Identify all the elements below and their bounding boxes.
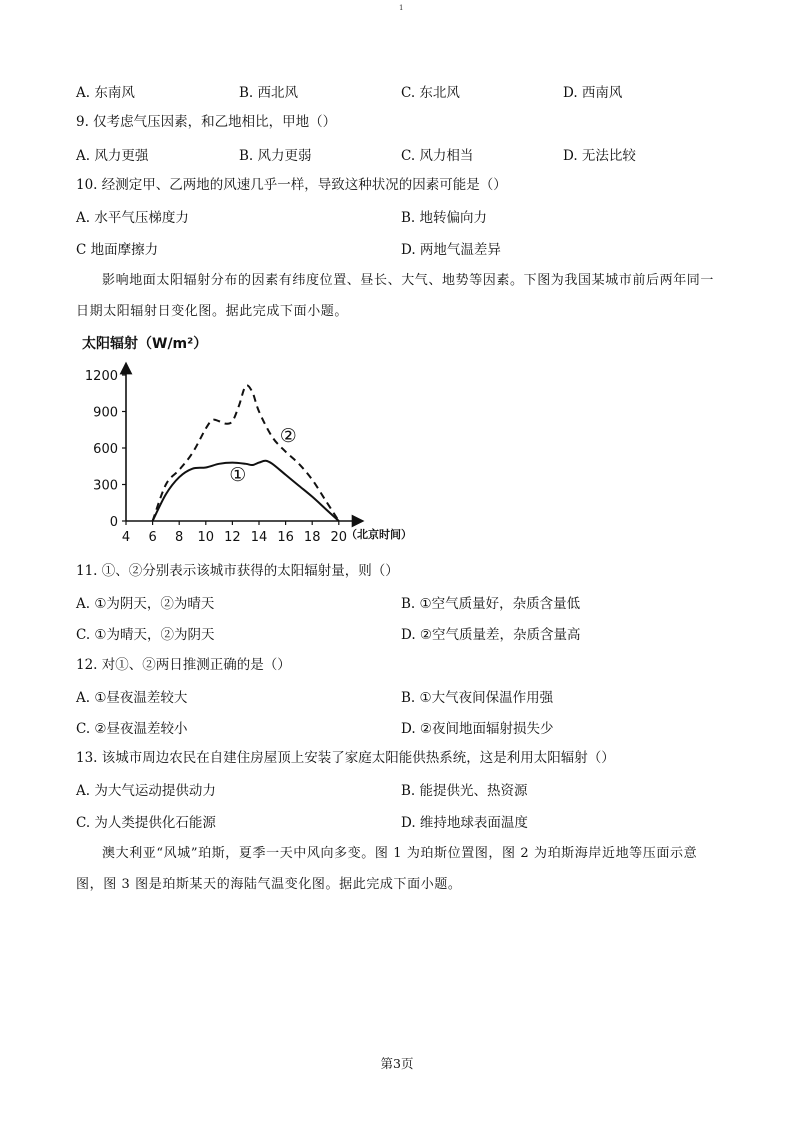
x-tick-label: 6 [148,530,157,545]
series-line-2 [153,385,339,521]
q9-option-a[interactable]: A. 风力更强 [76,148,149,164]
intro-text-perth: 澳大利亚“风城”珀斯，夏季一天中风向多变。图 1 为珀斯位置图，图 2 为珀斯海岸近地等压面示意图，图 3 图是珀斯某天的海陆气温变化图。据此完成下面小题。 [76,846,698,892]
q12-option-b[interactable]: B. ①大气夜间保温作用强 [401,690,554,706]
y-axis-ticks [85,369,126,530]
solar-radiation-chart [74,330,424,550]
q10-option-d[interactable]: D. 两地气温差异 [401,242,501,258]
chart-series [153,385,339,521]
x-tick-label: 20 [330,530,348,545]
q8-option-c[interactable]: C. 东北风 [401,85,460,101]
page-footer: 第3页 [380,1056,414,1071]
q9-option-b[interactable]: B. 风力更弱 [239,148,312,164]
y-tick-label: 0 [109,515,118,530]
intro-text-solar: 影响地面太阳辐射分布的因素有纬度位置、昼长、大气、地势等因素。下图为我国某城市前后两年同一日期太阳辐射日变化图。据此完成下面小题。 [76,273,715,319]
q12-option-c[interactable]: C. ②昼夜温差较小 [76,721,188,737]
q10-option-a[interactable]: A. 水平气压梯度力 [76,210,189,226]
q13-option-d[interactable]: D. 维持地球表面温度 [401,815,528,831]
y-tick-label: 600 [93,442,118,457]
series-label-1: ① [229,463,247,486]
q13-option-b[interactable]: B. 能提供光、热资源 [401,783,528,799]
q12-option-d[interactable]: D. ②夜间地面辐射损失少 [401,721,554,737]
y-tick-label: 300 [93,478,118,494]
q11-option-b[interactable]: B. ①空气质量好，杂质含量低 [401,596,581,612]
q10-stem: 10. 经测定甲、乙两地的风速几乎一样，导致这种状况的因素可能是（） [76,177,507,193]
q13-stem: 13. 该城市周边农民在自建住房屋顶上安装了家庭太阳能供热系统，这是利用太阳辐射（） [76,750,615,766]
x-tick-label: 8 [175,530,184,545]
x-tick-label: 16 [277,530,294,545]
q13-option-a[interactable]: A. 为大气运动提供动力 [76,783,216,799]
intro-paragraph-perth [76,838,721,900]
q12-stem: 12. 对①、②两日推测正确的是（） [76,657,291,673]
q13-option-c[interactable]: C. 为人类提供化石能源 [76,815,216,831]
x-tick-label: 18 [303,530,321,545]
page-marker: 1 [399,4,404,12]
intro-paragraph-solar [76,265,721,327]
chart-title: 太阳辐射（W/m²） [82,336,208,352]
q11-option-a[interactable]: A. ①为阴天，②为晴天 [76,596,215,612]
x-tick-label: 10 [197,530,215,545]
x-axis-label: （北京时间） [346,528,412,541]
x-tick-label: 12 [224,530,241,545]
q8-option-d[interactable]: D. 西南风 [563,85,623,101]
y-tick-label: 1200 [84,369,118,384]
q12-option-a[interactable]: A. ①昼夜温差较大 [76,690,188,706]
y-tick-label: 900 [93,405,118,421]
q10-option-b[interactable]: B. 地转偏向力 [401,210,488,226]
series-label-2: ② [279,424,297,447]
q9-stem: 9. 仅考虑气压因素，和乙地相比，甲地（） [76,114,337,130]
q9-option-c[interactable]: C. 风力相当 [401,148,474,164]
q11-stem: 11. ①、②分别表示该城市获得的太阳辐射量，则（） [76,563,399,579]
q8-option-a[interactable]: A. 东南风 [76,85,135,101]
q8-option-b[interactable]: B. 西北风 [239,85,299,101]
q11-option-c[interactable]: C. ①为晴天，②为阴天 [76,627,215,643]
q10-option-c[interactable]: C 地面摩擦力 [76,242,159,258]
x-tick-label: 14 [250,530,268,545]
x-tick-label: 4 [121,530,131,545]
q11-option-d[interactable]: D. ②空气质量差，杂质含量高 [401,627,581,643]
q9-option-d[interactable]: D. 无法比较 [563,148,636,164]
x-axis-ticks [122,521,347,545]
